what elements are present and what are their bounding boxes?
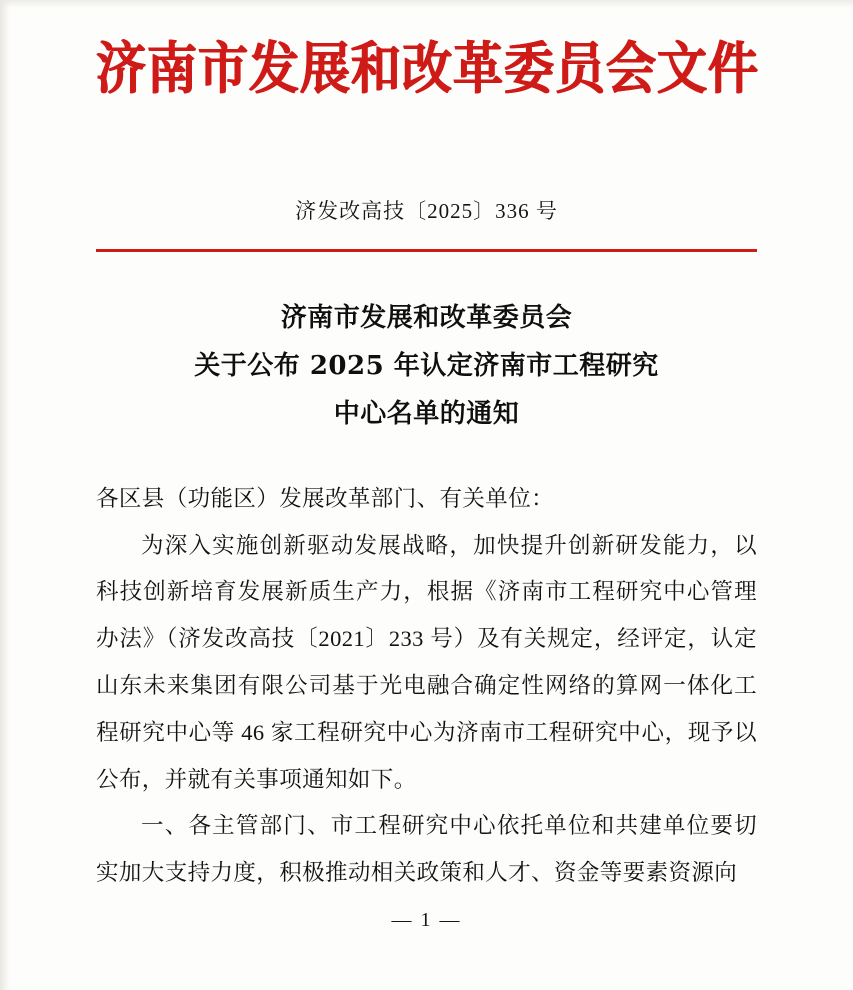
masthead-title: 济南市发展和改革委员会文件: [96, 35, 759, 102]
masthead: [96, 0, 757, 103]
page-number: — 1 —: [391, 909, 462, 931]
title-line-1: 济南市发展和改革委员会: [280, 302, 573, 333]
red-divider-rule: [96, 249, 757, 252]
scan-edge-left: [0, 0, 10, 990]
paragraph-item-1: 一、各主管部门、市工程研究中心依托单位和共建单位要切实加大支持力度，积极推动相关政策和人才、资金等要素资源向: [96, 813, 757, 886]
document-number: 济发改高技〔2025〕336 号: [295, 198, 558, 223]
paragraph-salutation: 各区县（功能区）发展改革部门、有关单位：: [96, 485, 555, 511]
document-number-block: [96, 195, 757, 225]
paragraph-main: 为深入实施创新驱动发展战略，加快提升创新研发能力，以科技创新培育发展新质生产力，根据《济南市工程研究中心管理办法》（济发改高技〔2021〕233 号）及有关规定，经评定，认定山东未来集团有限公司基于光电融合确定性网络的算网一体化工程研究中心等 46 家工程研究中心为济南市工程研究中心，现予以公布，并就有关事项通知如下。: [96, 532, 757, 792]
title-line-2: 关于公布 2025 年认定济南市工程研究: [194, 350, 659, 381]
document-title: [96, 294, 757, 438]
title-line-3: 中心名单的通知: [333, 398, 520, 429]
document-body: [96, 476, 757, 897]
